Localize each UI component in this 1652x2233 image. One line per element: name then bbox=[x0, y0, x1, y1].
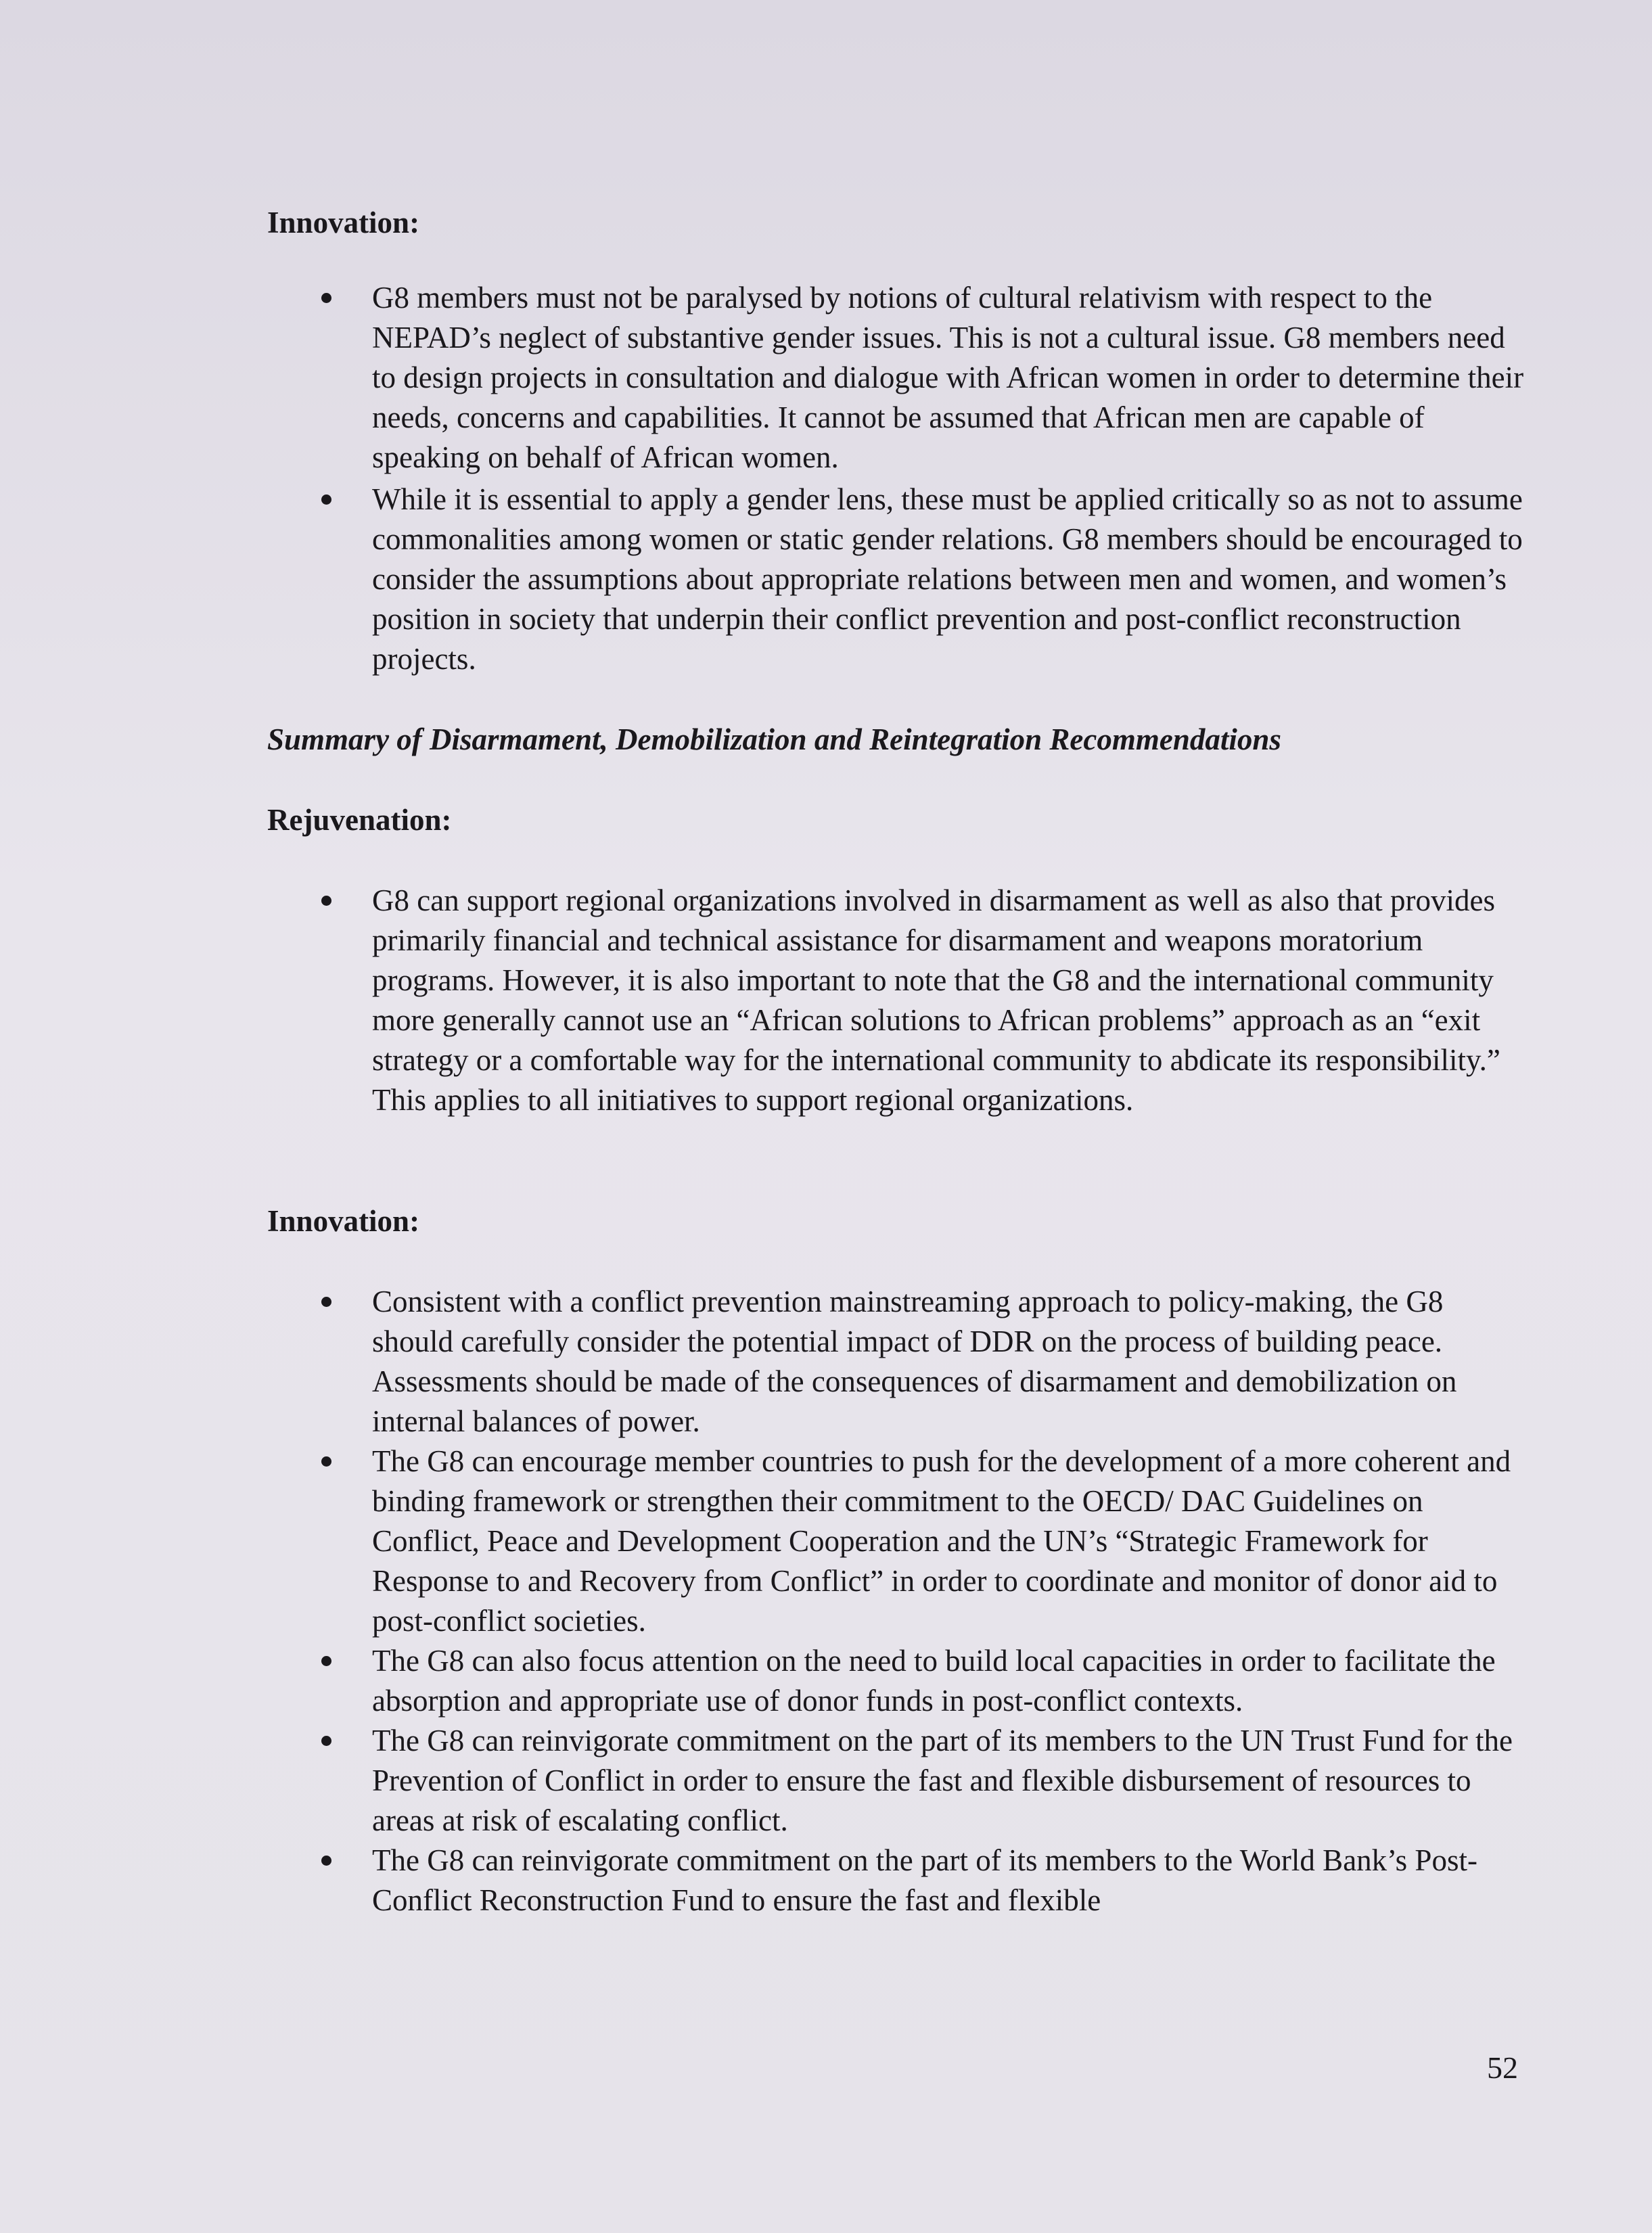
list-item bbox=[267, 1442, 1525, 1641]
bullet-icon bbox=[321, 1456, 331, 1467]
list-item bbox=[267, 881, 1525, 1120]
section-heading-innovation-2: Innovation: bbox=[267, 1204, 420, 1238]
list-item-text: G8 members must not be paralysed by notions of cultural relativism with respect to the NEPAD’s neglect of substantive gender issues. This is not a cultural issue. G8 members need to design projects in consultation and dialogue with African women in order to determine their needs, concerns and capabilities. It cannot be assumed that African men are capable of speaking on behalf of African women. bbox=[372, 281, 1524, 474]
list-item bbox=[267, 1721, 1525, 1841]
section-heading-innovation: Innovation: bbox=[267, 206, 420, 239]
list-item bbox=[267, 1641, 1525, 1721]
bullet-icon bbox=[321, 1297, 331, 1307]
list-item bbox=[267, 480, 1525, 679]
bullet-icon bbox=[321, 896, 331, 906]
bullet-icon bbox=[321, 1736, 331, 1746]
bullet-icon bbox=[321, 1656, 331, 1666]
list-item-text: The G8 can reinvigorate commitment on the part of its members to the World Bank’s Post-Conflict Reconstruction Fund to ensure the fast and flexible bbox=[372, 1843, 1477, 1917]
bullet-list-innovation bbox=[267, 278, 1525, 679]
bullet-icon bbox=[321, 293, 331, 303]
list-item bbox=[267, 1282, 1525, 1442]
section-heading-rejuvenation: Rejuvenation: bbox=[267, 803, 452, 837]
bullet-icon bbox=[321, 1856, 331, 1866]
bullet-icon bbox=[321, 494, 331, 505]
list-item-text: Consistent with a conflict prevention mainstreaming approach to policy-making, the G8 should carefully consider the potential impact of DDR on the process of building peace. Assessments should be made of the consequences of disarmament and demobilization on internal balances of power. bbox=[372, 1285, 1457, 1438]
page-content bbox=[267, 203, 1525, 1920]
bullet-list-innovation-2 bbox=[267, 1282, 1525, 1920]
list-item bbox=[267, 278, 1525, 478]
list-item-text: The G8 can encourage member countries to push for the development of a more coherent and binding framework or strengthen their commitment to the OECD/ DAC Guidelines on Conflict, Peace and Development Cooperation and the UN’s “Strategic Framework for Response to and Recovery from Conflict” in order to coordinate and monitor of donor aid to post-conflict societies. bbox=[372, 1444, 1511, 1638]
list-item-text: The G8 can reinvigorate commitment on the part of its members to the UN Trust Fund for the Prevention of Conflict in order to ensure the fast and flexible disbursement of resources to areas at risk of escalating conflict. bbox=[372, 1724, 1513, 1837]
bullet-list-rejuvenation bbox=[267, 881, 1525, 1120]
list-item-text: The G8 can also focus attention on the need to build local capacities in order to facilitate the absorption and appropriate use of donor funds in post-conflict contexts. bbox=[372, 1644, 1496, 1718]
page-number: 52 bbox=[1487, 2050, 1518, 2085]
list-item-text: G8 can support regional organizations involved in disarmament as well as also that provides primarily financial and technical assistance for disarmament and weapons moratorium programs. However, it is also important to note that the G8 and the international community more generally cannot use an “African solutions to African problems” approach as an “exit strategy or a comfortable way for the international community to abdicate its responsibility.” This applies to all initiatives to support regional organizations. bbox=[372, 883, 1500, 1117]
summary-title: Summary of Disarmament, Demobilization and Reintegration Recommendations bbox=[267, 722, 1281, 756]
list-item-text: While it is essential to apply a gender lens, these must be applied critically so as not to assume commonalities among women or static gender relations. G8 members should be encouraged to consider the assumptions about appropriate relations between men and women, and women’s position in society that underpin their conflict prevention and post-conflict reconstruction projects. bbox=[372, 482, 1523, 676]
list-item bbox=[267, 1841, 1525, 1920]
